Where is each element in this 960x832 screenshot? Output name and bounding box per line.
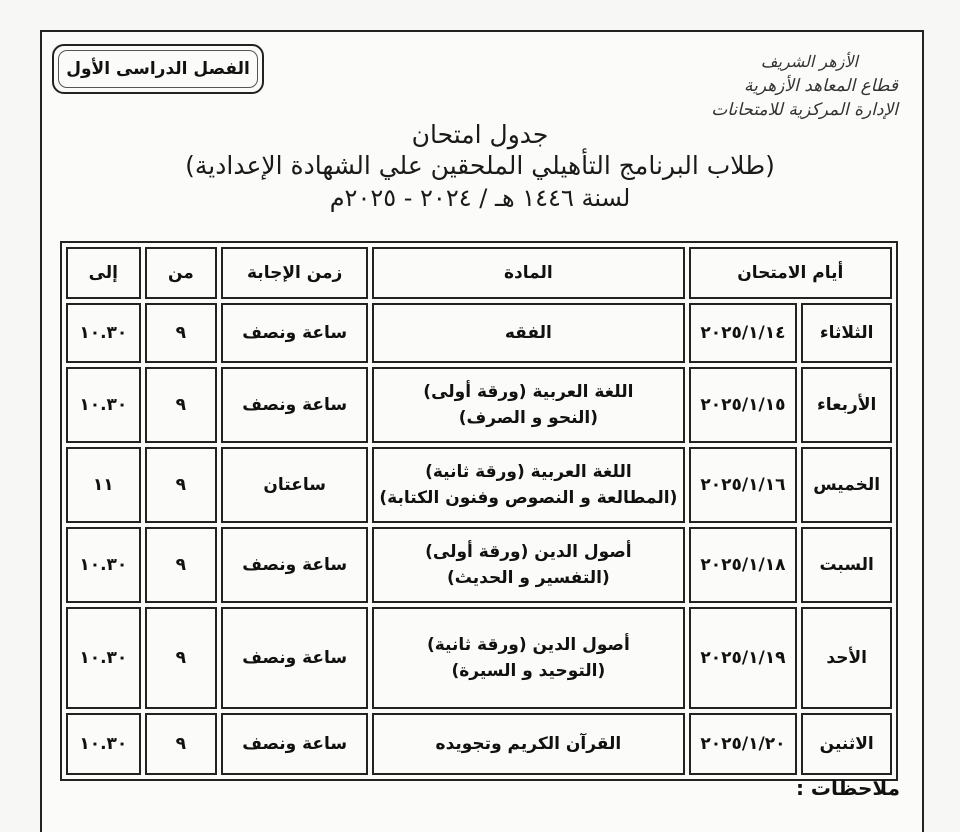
day-cell: الثلاثاء (801, 303, 892, 363)
to-cell: ١٠.٣٠ (66, 607, 141, 709)
table-row (66, 303, 892, 363)
subject-line-2: (المطالعة و النصوص وفنون الكتابة) (379, 488, 678, 508)
subject-cell (372, 527, 684, 603)
date-cell: ٢٠٢٥/١/١٥ (689, 367, 798, 443)
subject-line-1: اللغة العربية (ورقة ثانية) (425, 462, 632, 482)
subject-cell (372, 607, 684, 709)
document-title (160, 120, 800, 214)
table-header-row (66, 247, 892, 299)
subject-cell (372, 303, 684, 363)
duration-cell: ساعة ونصف (221, 527, 368, 603)
title-line-2: (طلاب البرنامج التأهيلي الملحقين علي الشهادة الإعدادية) (185, 151, 775, 180)
semester-label (52, 44, 264, 94)
day-cell: الاثنين (801, 713, 892, 775)
from-cell: ٩ (145, 607, 218, 709)
exam-schedule-table (60, 241, 898, 781)
letterhead (668, 50, 898, 122)
header-days: أيام الامتحان (689, 247, 892, 299)
subject-line-2: (التوحيد و السيرة) (451, 661, 606, 681)
day-cell: الخميس (801, 447, 892, 523)
table-row (66, 713, 892, 775)
table-row (66, 607, 892, 709)
subject-line-1: أصول الدين (ورقة أولى) (425, 542, 632, 562)
duration-cell: ساعة ونصف (221, 367, 368, 443)
from-cell: ٩ (145, 447, 218, 523)
date-cell: ٢٠٢٥/١/١٨ (689, 527, 798, 603)
duration-cell: ساعة ونصف (221, 303, 368, 363)
date-cell: ٢٠٢٥/١/١٩ (689, 607, 798, 709)
date-cell: ٢٠٢٥/١/١٤ (689, 303, 798, 363)
subject-line-2: (النحو و الصرف) (458, 408, 599, 428)
from-cell: ٩ (145, 367, 218, 443)
header-to: إلى (66, 247, 141, 299)
duration-cell: ساعة ونصف (221, 713, 368, 775)
to-cell: ١٠.٣٠ (66, 303, 141, 363)
day-cell: السبت (801, 527, 892, 603)
semester-text: الفصل الدراسى الأول (66, 59, 250, 79)
title-line-3: لسنة ١٤٤٦ هـ / ٢٠٢٤ - ٢٠٢٥م (329, 184, 631, 212)
header-duration: زمن الإجابة (221, 247, 368, 299)
day-cell: الأحد (801, 607, 892, 709)
to-cell: ١٠.٣٠ (66, 527, 141, 603)
day-cell: الأربعاء (801, 367, 892, 443)
date-cell: ٢٠٢٥/١/٢٠ (689, 713, 798, 775)
to-cell: ١٠.٣٠ (66, 713, 141, 775)
from-cell: ٩ (145, 713, 218, 775)
from-cell: ٩ (145, 303, 218, 363)
table-row (66, 527, 892, 603)
subject-cell (372, 447, 684, 523)
table-row (66, 367, 892, 443)
header-from: من (145, 247, 218, 299)
subject-line-1: أصول الدين (ورقة ثانية) (426, 635, 630, 655)
subject-cell (372, 367, 684, 443)
duration-cell: ساعة ونصف (221, 607, 368, 709)
to-cell: ١٠.٣٠ (66, 367, 141, 443)
letterhead-line-3: الإدارة المركزية للامتحانات (711, 100, 898, 120)
letterhead-line-2: قطاع المعاهد الأزهرية (743, 76, 898, 96)
date-cell: ٢٠٢٥/١/١٦ (689, 447, 798, 523)
subject-line-2: (التفسير و الحديث) (446, 568, 610, 588)
header-subject: المادة (372, 247, 684, 299)
notes-label: ملاحظات : (795, 776, 900, 800)
from-cell: ٩ (145, 527, 218, 603)
title-line-1: جدول امتحان (411, 120, 549, 149)
letterhead-line-1: الأزهر الشريف (760, 52, 858, 71)
subject-cell (372, 713, 684, 775)
subject-line-1: القرآن الكريم وتجويده (435, 734, 622, 754)
duration-cell: ساعتان (221, 447, 368, 523)
subject-line-1: الفقه (504, 323, 552, 343)
table-row (66, 447, 892, 523)
subject-line-1: اللغة العربية (ورقة أولى) (423, 382, 634, 402)
to-cell: ١١ (66, 447, 141, 523)
